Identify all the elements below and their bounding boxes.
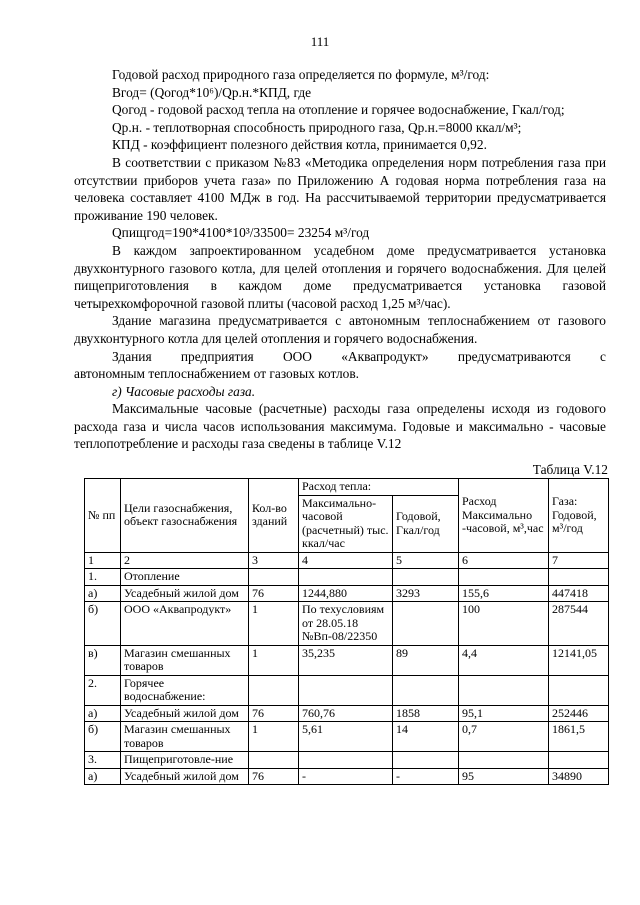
cell-heat-max: 1244,880 [299,585,393,602]
definition-qo-symbol: Qoгод [112,102,147,118]
cell-name: Магазин смешанных товаров [121,645,249,675]
cell-gas-year [549,675,609,705]
table-caption: Таблица V.12 [532,462,608,477]
header-num: № пп [85,479,121,553]
cell-flow-max: 155,6 [459,585,549,602]
header-count: Кол-во зданий [249,479,299,553]
cell-heat-max: По техусловиям от 28.05.18 №Вп-08/22350 [299,602,393,646]
cell-flow-max: 0,7 [459,722,549,752]
cell-num: 2. [85,675,121,705]
cell-count [249,569,299,586]
cell-heat-max [299,569,393,586]
cell-heat-year: 1858 [393,705,459,722]
cell-flow-max [459,569,549,586]
cell-gas-year: 252446 [549,705,609,722]
table-row [85,752,609,769]
paragraph-order: В соответствии с приказом №83 «Методика определения норм потребления газа при отсутствии приборов учета газа» по Приложению А годовая норма потребления газа на человека составляет 4100 МДж в год. На рассчитываемой территории предусматривается проживание 190 человек. [74,154,606,223]
cell-heat-year: 3293 [393,585,459,602]
paragraph-max: Максимальные часовые (расчетные) расходы газа определены исходя из годового расхода газа и числа часов использования максимума. Годовые и максимально - часовые теплопотребление и расходы газа сведены в таблице V.12 [74,401,606,452]
header-heat-max: Максимально-часовой (расчетный) тыс. ккал/час [299,495,393,552]
cell-name: Усадебный жилой дом [121,768,249,785]
cell-flow-max: 95 [459,768,549,785]
cell-count [249,675,299,705]
table-row [85,569,609,586]
section-heading-g: г) Часовые расходы газа. [112,383,256,399]
definition-qo-text: - годовой расход тепла на отопление и горячее водоснабжение, Гкал/год; [146,102,565,118]
col-number: 1 [85,552,121,569]
definition-qo [74,101,606,119]
paragraph-plant-b: автономным теплоснабжением от газовых котлов. [74,366,360,382]
cell-num: а) [85,768,121,785]
cell-name: Усадебный жилой дом [121,585,249,602]
header-heat-year: Годовой, Гкал/год [393,495,459,552]
cell-gas-year: 287544 [549,602,609,646]
table-row [85,602,609,646]
col-number: 5 [393,552,459,569]
table-body [85,569,609,785]
cell-name: Усадебный жилой дом [121,705,249,722]
cell-name: Пищеприготовле-ние [121,752,249,769]
cell-name: Магазин смешанных товаров [121,722,249,752]
cell-gas-year: 447418 [549,585,609,602]
cell-count: 1 [249,722,299,752]
header-flow: Расход Максимально -часовой, м³,час [459,479,549,553]
col-number: 3 [249,552,299,569]
cell-count [249,752,299,769]
cell-flow-max [459,675,549,705]
cell-count: 1 [249,602,299,646]
paragraph-shop: Здание магазина предусматривается с автономным теплоснабжением от газового двухконтурного котла для целей отопления и горячего водоснабжения. [74,313,606,346]
cell-flow-max: 95,1 [459,705,549,722]
cell-gas-year: 12141,05 [549,645,609,675]
cell-count: 76 [249,768,299,785]
header-heat: Расход тепла: [299,479,459,496]
cell-heat-max: 760,76 [299,705,393,722]
table-row [85,645,609,675]
gas-consumption-table [84,478,609,785]
cell-heat-max [299,752,393,769]
cell-gas-year: 1861,5 [549,722,609,752]
table-row [85,722,609,752]
table-row [85,585,609,602]
cell-heat-year: 89 [393,645,459,675]
cell-heat-year: 14 [393,722,459,752]
cell-num: б) [85,602,121,646]
cell-heat-max: 35,235 [299,645,393,675]
cell-count: 76 [249,705,299,722]
cell-num: 3. [85,752,121,769]
cell-num: в) [85,645,121,675]
col-number: 6 [459,552,549,569]
cell-num: а) [85,585,121,602]
cell-heat-year: - [393,768,459,785]
cell-heat-max: 5,61 [299,722,393,752]
page-number: 111 [310,34,330,49]
cell-flow-max [459,752,549,769]
cell-gas-year [549,569,609,586]
cell-count: 76 [249,585,299,602]
cell-heat-year [393,569,459,586]
formula-food: Qпищгод=190*4100*10³/33500= 23254 м³/год [112,225,370,241]
cell-num: а) [85,705,121,722]
definition-qrn: Qр.н. - теплотворная способность природного газа, Qр.н.=8000 ккал/м³; [112,119,522,135]
table-header-row [85,479,609,496]
cell-num: 1. [85,569,121,586]
cell-num: б) [85,722,121,752]
cell-heat-year [393,675,459,705]
formula-annual: Bгод= (Qoгод*10⁶)/Qр.н.*КПД, где [112,84,312,100]
cell-gas-year: 34890 [549,768,609,785]
cell-heat-max [299,675,393,705]
column-number-row [85,552,609,569]
cell-heat-year [393,752,459,769]
cell-heat-max: - [299,768,393,785]
cell-count: 1 [249,645,299,675]
paragraph-house: В каждом запроектированном усадебном доме предусматривается установка двухконтурного газового котла, для целей отопления и горячего водоснабжения. Для целей пищеприготовления в каждом доме предусматривается установка газовой четырехкомфорочной газовой плиты (часовой расход 1,25 м³/час). [74,242,606,311]
header-gas: Газа: Годовой, м³/год [549,479,609,553]
cell-name: ООО «Аквапродукт» [121,602,249,646]
paragraph-annual-intro: Годовой расход природного газа определяется по формуле, м³/год: [112,67,490,82]
cell-name: Отопление [121,569,249,586]
cell-heat-year [393,602,459,646]
col-number: 2 [121,552,249,569]
col-number: 4 [299,552,393,569]
header-goals: Цели газоснабжения, объект газоснабжения [121,479,249,553]
cell-name: Горячее водоснабжение: [121,675,249,705]
table-row [85,768,609,785]
table-row [85,675,609,705]
cell-flow-max: 4,4 [459,645,549,675]
cell-flow-max: 100 [459,602,549,646]
paragraph-plant-a: Здания предприятия ООО «Аквапродукт» предусматриваются с [112,348,606,364]
body-text [74,66,606,453]
table-row [85,705,609,722]
cell-gas-year [549,752,609,769]
col-number: 7 [549,552,609,569]
definition-kpd: КПД - коэффициент полезного действия котла, принимается 0,92. [112,137,487,153]
